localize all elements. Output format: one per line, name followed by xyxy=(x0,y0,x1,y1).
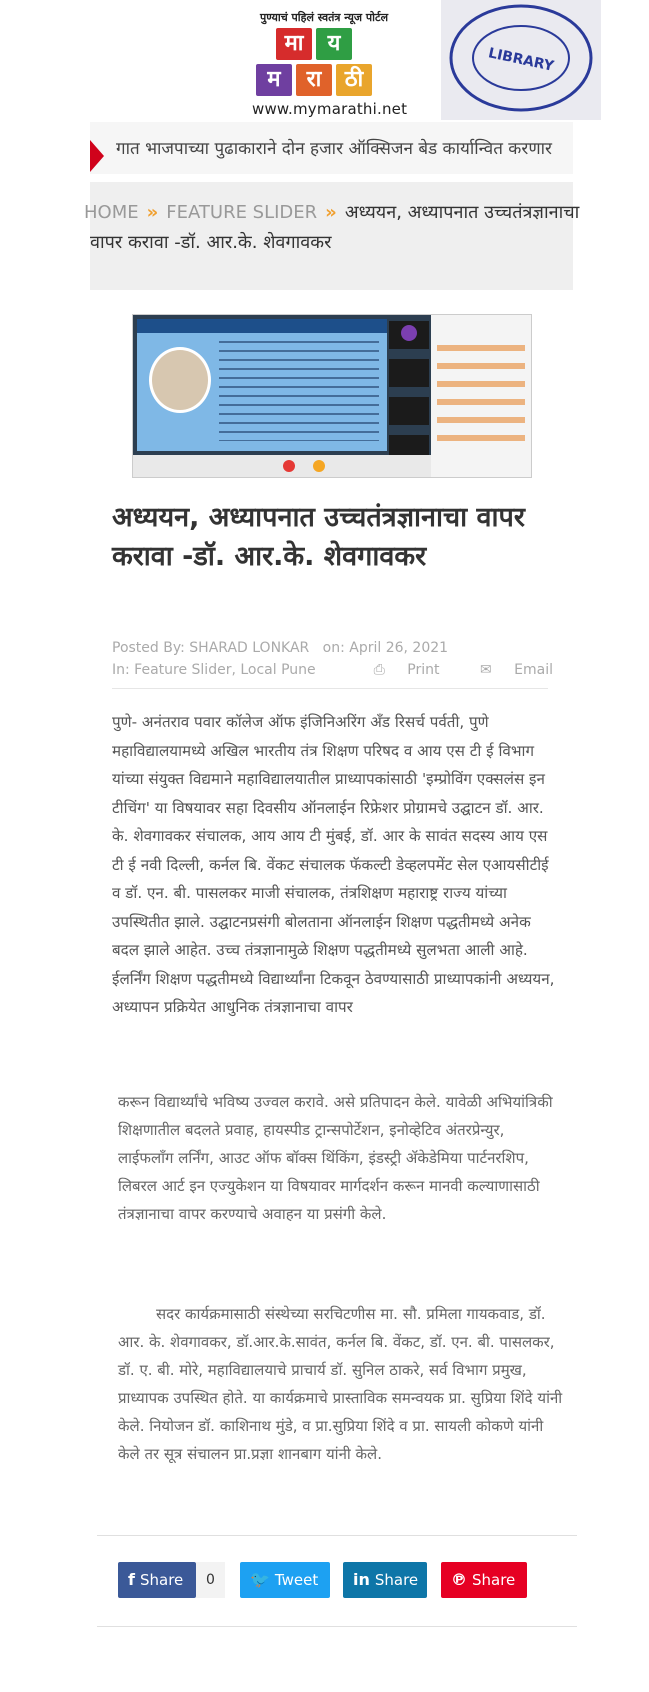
article-title: अध्ययन, अध्यापनात उच्चतंत्रज्ञानाचा वापर करावा -डॉ. आर.के. शेवगावकर xyxy=(112,502,525,572)
logo-letter-1: मा xyxy=(276,28,312,60)
ticker-arrow-icon xyxy=(90,140,104,172)
article-paragraph-2: करून विद्यार्थ्यांचे भविष्य उज्वल करावे. असे प्रतिपादन केले. यावेळी अभियांत्रिकी शिक्षणातील बदलते प्रवाह, हायस्पीड ट्रान्सपोर्टेशन, इनोव्हेटिव अंतरप्रेन्युर, लाईफलॉंग लर्निंग, आउट ऑफ बॉक्स थिंकिंग, इंडस्ट्री ॲकेडेमिया पार्टनरशिप, लिबरल आर्ट इन एज्युकेशन या विषयावर मार्गदर्शन करून मानवी कल्याणासाठी तंत्रज्ञानाचा वापर करण्याचे अवाहन या प्रसंगी केले. xyxy=(118,1093,553,1223)
slide-graphic xyxy=(137,319,387,451)
site-logo[interactable] xyxy=(267,28,386,100)
ticker-headline[interactable]: गात भाजपाच्या पुढाकाराने दोन हजार ऑक्सिजन बेड कार्यान्वित करणार xyxy=(116,139,552,159)
linkedin-share-button[interactable]: in Share xyxy=(343,1562,427,1598)
breadcrumb-separator-icon: » xyxy=(325,202,337,223)
facebook-share-button[interactable]: f Share xyxy=(118,1562,196,1598)
email-icon: ✉ xyxy=(479,662,492,678)
posted-by-label: Posted By: xyxy=(112,640,185,656)
print-button[interactable]: ⎙ Print xyxy=(373,662,440,678)
logo-letter-5: ठी xyxy=(336,64,372,96)
breadcrumb-separator-icon: » xyxy=(146,202,159,223)
publish-date: April 26, 2021 xyxy=(349,640,449,656)
linkedin-icon: in xyxy=(353,1570,370,1589)
facebook-icon: f xyxy=(128,1570,135,1589)
site-url[interactable]: www.mymarathi.net xyxy=(252,100,408,118)
twitter-icon: 🐦 xyxy=(250,1570,270,1589)
article-card xyxy=(90,290,573,1085)
breadcrumb xyxy=(84,182,580,290)
divider xyxy=(97,1535,577,1536)
breadcrumb-current-line1: अध्ययन, अध्यापनात उच्चतंत्रज्ञानाचा xyxy=(344,202,580,223)
categories-label: In: xyxy=(112,662,130,678)
pinterest-icon: ℗ xyxy=(451,1570,467,1589)
stamp-graphic xyxy=(441,0,601,120)
article-actions xyxy=(338,662,553,678)
participants-panel xyxy=(431,315,531,477)
date-label: on: xyxy=(322,640,345,656)
news-ticker[interactable] xyxy=(90,122,573,174)
logo-letter-4: रा xyxy=(296,64,332,96)
site-tagline: पुण्याचं पहिलं स्वतंत्र न्यूज पोर्टल xyxy=(260,11,389,24)
facebook-share-count: 0 xyxy=(196,1562,225,1598)
breadcrumb-home-link[interactable]: HOME xyxy=(84,202,139,223)
stamp-label: LIBRARY xyxy=(486,45,556,75)
twitter-share-button[interactable]: 🐦 Tweet xyxy=(240,1562,330,1598)
print-icon: ⎙ xyxy=(373,662,385,678)
breadcrumb-current-line2: वापर करावा -डॉ. आर.के. शेवगावकर xyxy=(90,232,332,253)
author-link[interactable]: SHARAD LONKAR xyxy=(189,640,310,656)
library-stamp-image xyxy=(441,0,601,120)
email-button[interactable]: ✉ Email xyxy=(479,662,553,678)
article-categories xyxy=(112,662,316,678)
divider xyxy=(97,1626,577,1627)
divider xyxy=(112,688,548,689)
pinterest-share-button[interactable]: ℗ Share xyxy=(441,1562,527,1598)
article-paragraph-1: पुणे- अनंतराव पवार कॉलेज ऑफ इंजिनिअरिंग अँड रिसर्च पर्वती, पुणे महाविद्यालयामध्ये अखिल भारतीय तंत्र शिक्षण परिषद व आय एस टी ई विभाग यांच्या संयुक्त विद्यमाने महाविद्यालयातील प्राध्यापकांसाठी 'इम्प्रोविंग एक्सलंस इन टीचिंग' या विषयावर सहा दिवसीय ऑनलाईन रिफ्रेशर प्रोग्रामचे उद्घाटन डॉ. आर. के. शेवगावकर संचालक, आय आय टी मुंबई, डॉ. आर के सावंत सदस्य आय एस टी ई नवी दिल्ली, कर्नल बि. वेंकट संचालक फॅकल्टी डेव्हलपमेंट सेल एआयसीटीई व डॉ. एन. बी. पासलकर माजी संचालक, तंत्रशिक्षण महाराष्ट्र राज्य यांच्या उपस्थितीत झाले. उद्घाटनप्रसंगी बोलताना ऑनलाईन शिक्षण पद्धतीमध्ये अनेक बदल झाले आहेत. उच्च तंत्रज्ञानामुळे शिक्षण पद्धतीमध्ये सुलभता आली आहे. ईलर्निंग शिक्षण पद्धतीमध्ये विद्यार्थ्यांना टिकवून ठेवण्यासाठी प्राध्यापकांनी अध्ययन, अध्यापन प्रक्रियेत आधुनिक तंत्रज्ञानाचा वापर xyxy=(112,713,555,1016)
speaker-photo xyxy=(149,347,211,413)
category-links[interactable]: Feature Slider, Local Pune xyxy=(134,662,316,678)
article-paragraph-3: सदर कार्यक्रमासाठी संस्थेच्या सरचिटणीस मा. सौ. प्रमिला गायकवाड, डॉ. आर. के. शेवगावकर, डॉ.आर.के.सावंत, कर्नल बि. वेंकट, डॉ. एन. बी. पासलकर, डॉ. ए. बी. मोरे, महाविद्यालयाचे प्राचार्य डॉ. सुनिल ठाकरे, सर्व विभाग प्रमुख, प्राध्यापक उपस्थित होते. या कार्यक्रमाचे प्रास्ताविक समन्वयक प्रा. सुप्रिया शिंदे यांनी केले. नियोजन डॉ. काशिनाथ मुंडे, व प्रा.सुप्रिया शिंदे व प्रा. सायली कोकणे यांनी केले तर सूत्र संचालन प्रा.प्रज्ञा शानबाग यांनी केले. xyxy=(118,1305,563,1463)
logo-letter-3: म xyxy=(256,64,292,96)
article-featured-image[interactable] xyxy=(132,314,532,478)
logo-letter-2: य xyxy=(316,28,352,60)
article-byline xyxy=(112,640,448,656)
meeting-toolbar xyxy=(133,455,431,477)
breadcrumb-section-link[interactable]: FEATURE SLIDER xyxy=(166,202,318,223)
